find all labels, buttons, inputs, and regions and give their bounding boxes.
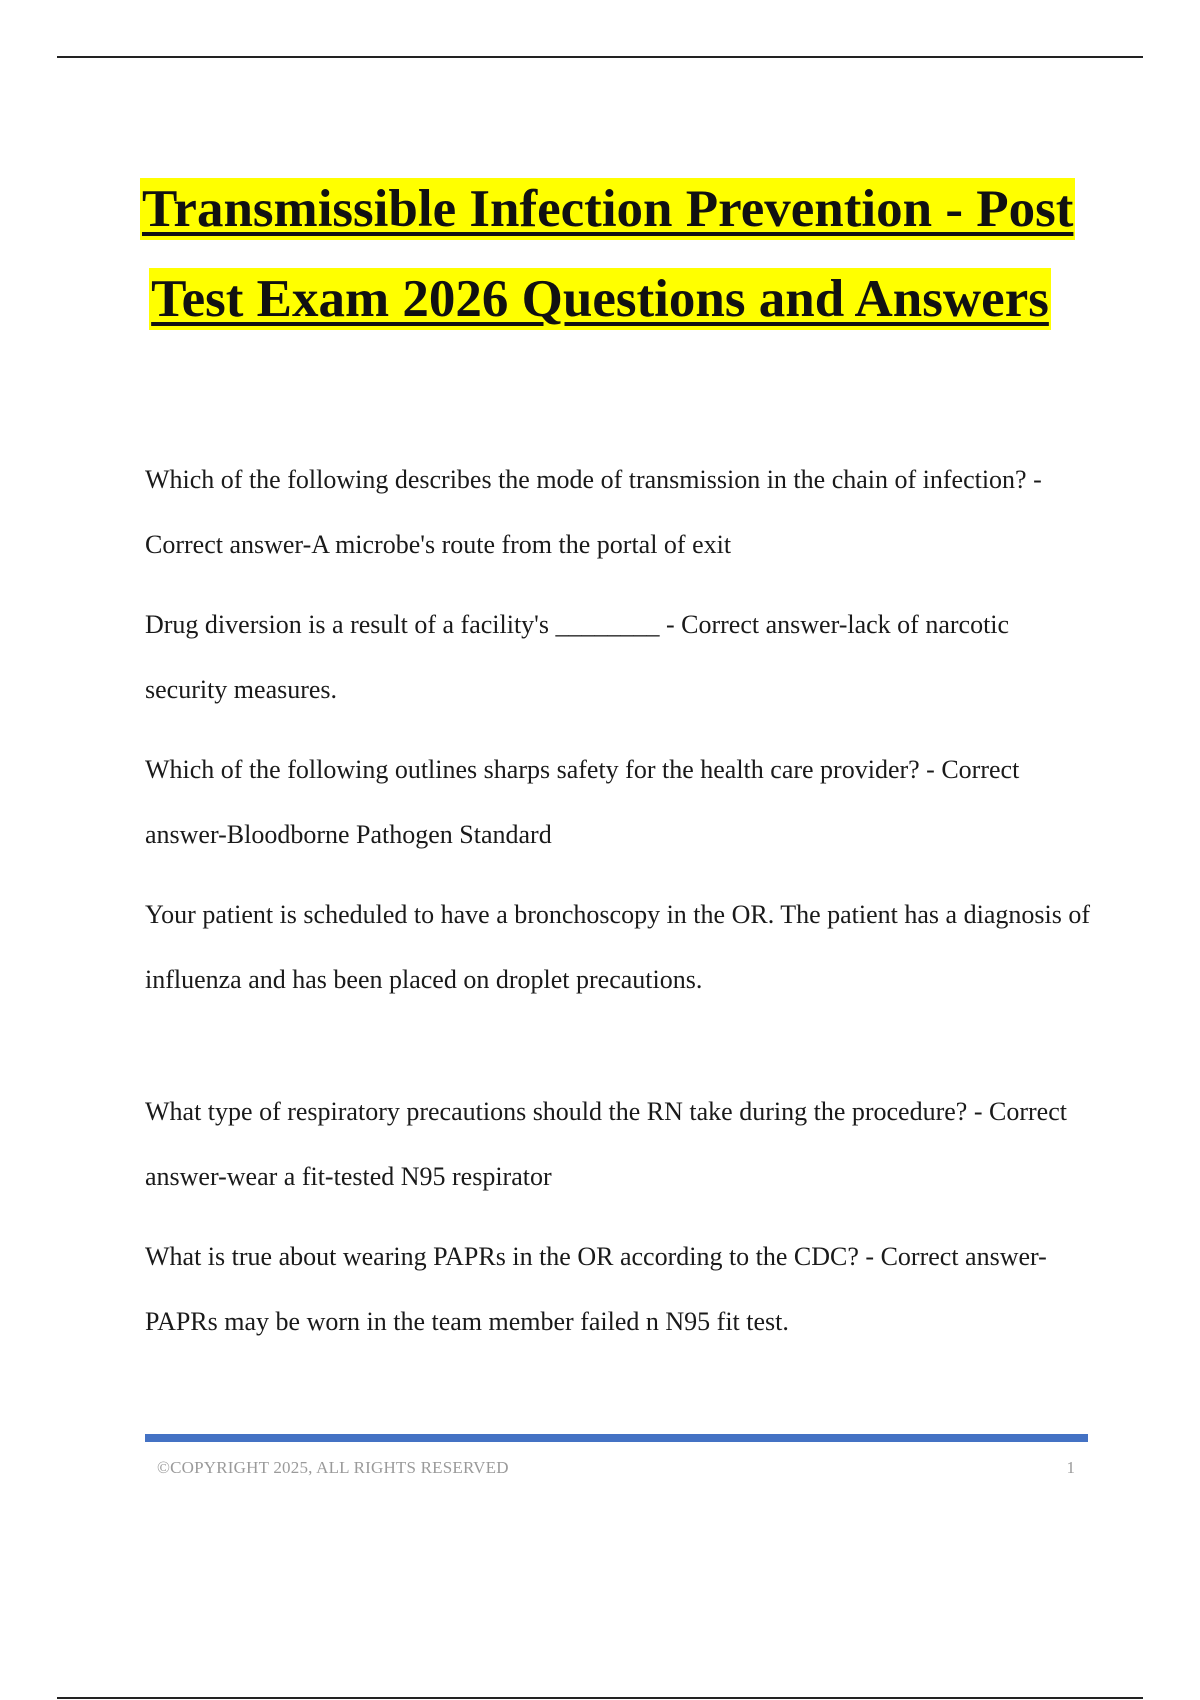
footer-bar	[145, 1434, 1088, 1442]
qa-item: What is true about wearing PAPRs in the OR according to the CDC? - Correct answer-PAPRs may be worn in the team member failed n N95 fit test.	[145, 1242, 1047, 1336]
qa-item: Your patient is scheduled to have a bronchoscopy in the OR. The patient has a diagnosis of influenza and has been placed on droplet precautions.	[145, 900, 1090, 994]
qa-list	[145, 447, 1090, 1369]
footer-copyright: ©COPYRIGHT 2025, ALL RIGHTS RESERVED	[157, 1458, 509, 1477]
title-line-2: Test Exam 2026 Questions and Answers	[151, 270, 1049, 328]
qa-item: What type of respiratory precautions should the RN take during the procedure? - Correct answer-wear a fit-tested N95 respirator	[145, 1097, 1067, 1191]
qa-item: Which of the following outlines sharps safety for the health care provider? - Correct answer-Bloodborne Pathogen Standard	[145, 755, 1020, 849]
top-rule	[57, 56, 1143, 58]
document-title	[140, 178, 1074, 330]
qa-item: Drug diversion is a result of a facility's ________ - Correct answer-lack of narcotic security measures.	[145, 610, 1010, 704]
bottom-rule	[57, 1697, 1143, 1699]
qa-item: Which of the following describes the mode of transmission in the chain of infection? - Correct answer-A microbe's route from the portal of exit	[145, 465, 1042, 559]
page-number: 1	[1066, 1458, 1075, 1477]
title-line-1: Transmissible Infection Prevention - Post	[142, 180, 1074, 238]
